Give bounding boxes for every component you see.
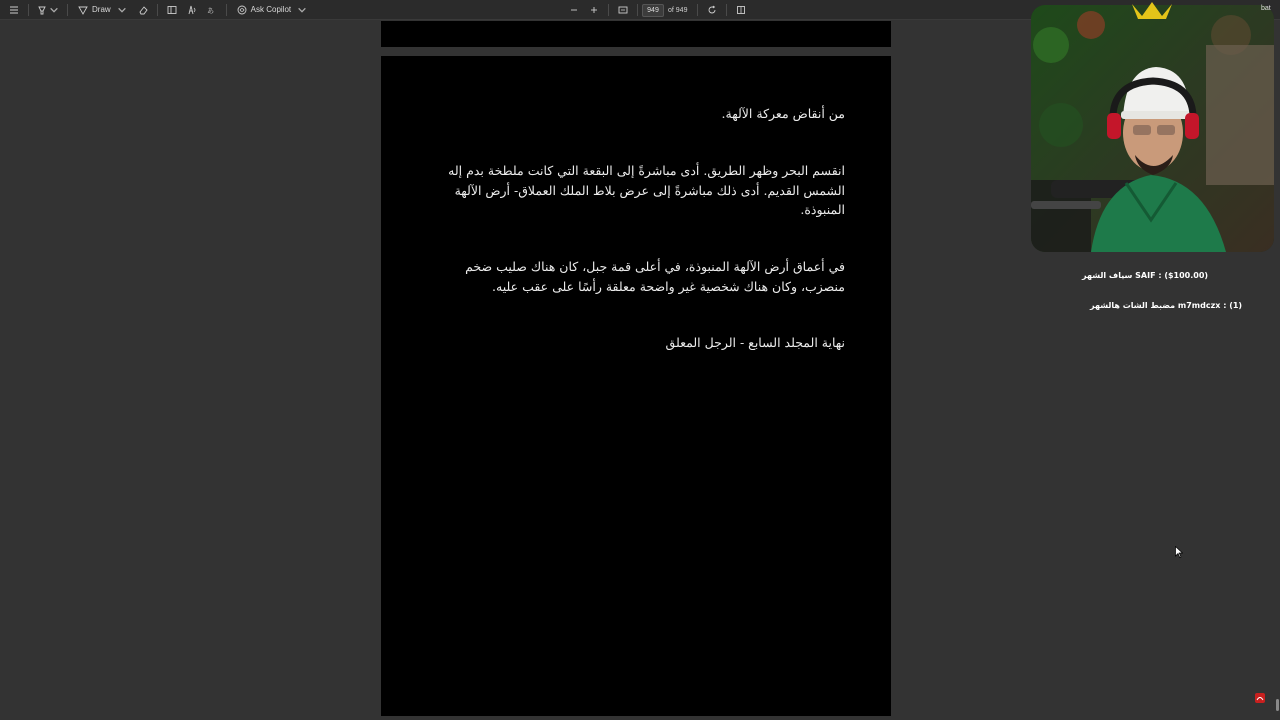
scrollbar-thumb[interactable]: [1276, 699, 1279, 711]
paragraph: نهاية المجلد السابع - الرجل المعلق: [665, 335, 845, 350]
paragraph: في أعماق أرض الآلهة المنبوذة، في أعلى قمة جبل، كان هناك صليب ضخم منصزب، وكان هناك شخصية غير واضحة معلقة رأسًا على عقب عليه.: [465, 259, 845, 294]
toolbar-divider: [726, 4, 727, 16]
paragraph: انقسم البحر وظهر الطريق. أدى مباشرةً إلى البقعة التي كانت ملطخة بدم إله الشمس القديم. أدى ذلك مباشرةً إلى عرض بلاط الملك العملاق- أرض الآلهة المنبوذة.: [448, 163, 845, 217]
ask-copilot-button[interactable]: [233, 2, 311, 18]
webcam-feed: [1031, 5, 1274, 252]
draw-icon: [78, 5, 88, 15]
highlight-button[interactable]: [35, 2, 61, 18]
zoom-out-button[interactable]: [566, 2, 582, 18]
translate-icon: [207, 5, 217, 15]
text-box-icon: [167, 5, 177, 15]
rotate-icon: [707, 5, 717, 15]
toolbar-divider: [28, 4, 29, 16]
toolbar-divider: [697, 4, 698, 16]
fit-page-button[interactable]: [615, 2, 631, 18]
alert-top-donor: SAIF : ($100.00) سياف الشهر: [1082, 271, 1209, 280]
toolbar-divider: [157, 4, 158, 16]
chevron-down-icon: [117, 5, 127, 15]
draw-label: Draw: [92, 5, 111, 14]
paragraph: من أنقاض معركة الآلهة.: [721, 106, 845, 121]
toolbar-divider: [226, 4, 227, 16]
page-view-button[interactable]: [733, 2, 749, 18]
eraser-icon: [138, 5, 148, 15]
svg-text:あ: あ: [206, 6, 214, 15]
ask-copilot-label: Ask Copilot: [250, 5, 292, 14]
vertical-scrollbar[interactable]: [1274, 21, 1280, 720]
contents-button[interactable]: [6, 2, 22, 18]
mouse-cursor-icon: [1175, 546, 1183, 558]
page-count: of 949: [668, 6, 688, 14]
text-box-button[interactable]: [164, 2, 180, 18]
zoom-in-button[interactable]: [586, 2, 602, 18]
toolbar-divider: [608, 4, 609, 16]
chevron-down-icon: [297, 5, 307, 15]
toolbar-divider: [67, 4, 68, 16]
page-number-input[interactable]: [642, 4, 664, 17]
zoom-in-icon: [589, 5, 599, 15]
pdf-app-icon: [1254, 692, 1266, 704]
draw-button[interactable]: [74, 2, 131, 18]
read-aloud-button[interactable]: [184, 2, 200, 18]
list-icon: [9, 5, 19, 15]
translate-button[interactable]: [204, 2, 220, 18]
streamer-video: [1031, 5, 1274, 252]
rotate-button[interactable]: [704, 2, 720, 18]
previous-page: [381, 21, 891, 47]
alert-chat-moderator: m7mdczx : (1) مضبط الشات هالشهر: [1090, 301, 1243, 310]
crown-icon: [1130, 0, 1174, 20]
read-aloud-icon: [187, 5, 197, 15]
current-page: [381, 56, 891, 716]
highlighter-icon: [37, 5, 47, 15]
page-navigation: [564, 0, 751, 20]
copilot-icon: [237, 5, 247, 15]
fit-page-icon: [618, 5, 628, 15]
cam-overlay-label: bat: [1261, 5, 1271, 12]
chevron-down-icon: [49, 5, 59, 15]
page-view-icon: [736, 5, 746, 15]
erase-button[interactable]: [135, 2, 151, 18]
toolbar-divider: [637, 4, 638, 16]
zoom-out-icon: [569, 5, 579, 15]
